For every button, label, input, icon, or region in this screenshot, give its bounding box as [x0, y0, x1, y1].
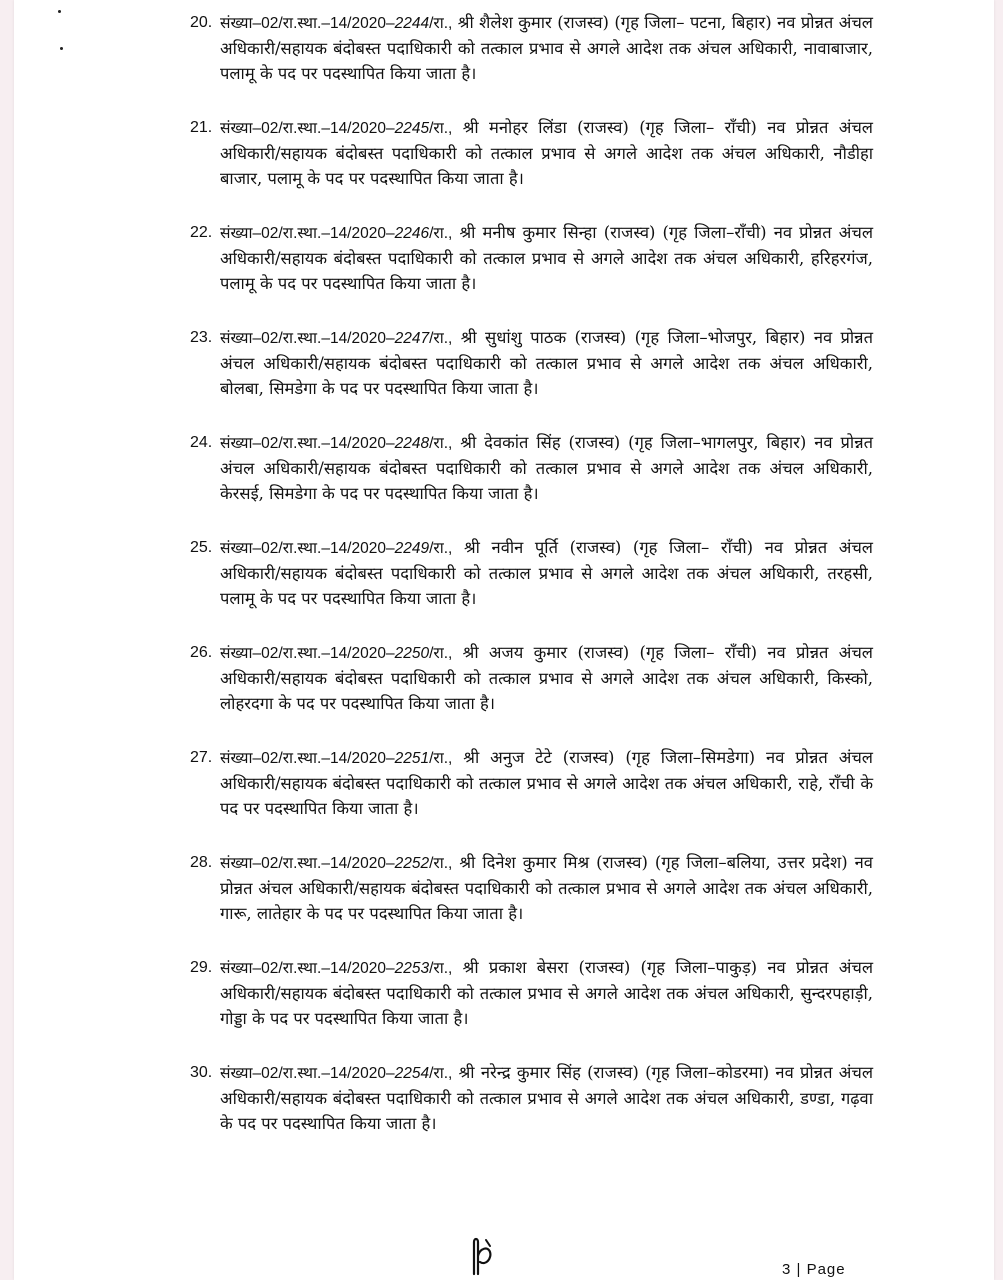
reference-suffix: /रा.,	[429, 120, 453, 137]
reference-prefix: संख्या–02/रा.स्था.–14/2020–	[220, 225, 395, 242]
scan-speck	[58, 10, 61, 13]
reference-number	[220, 1065, 452, 1082]
reference-suffix: /रा.,	[429, 855, 453, 872]
order-number: 2246	[394, 225, 430, 242]
entry-number: 28.	[190, 854, 213, 871]
order-entry	[168, 955, 873, 1031]
reference-prefix: संख्या–02/रा.स्था.–14/2020–	[220, 15, 395, 32]
order-number: 2252	[394, 855, 430, 872]
entry-text: श्री मनोहर लिंडा (राजस्व) (गृह जिला– राँची) नव प्रोन्नत अंचल अधिकारी/सहायक बंदोबस्त पदाधिकारी को तत्काल प्रभाव से अगले आदेश तक अंचल अधिकारी, नौडीहा बाजार, पलामू के पद पर पदस्थापित किया जाता है।	[220, 118, 873, 188]
entry-text: श्री अनुज टेटे (राजस्व) (गृह जिला–सिमडेगा) नव प्रोन्नत अंचल अधिकारी/सहायक बंदोबस्त पदाधिकारी को तत्काल प्रभाव से अगले आदेश तक अंचल अधिकारी, राहे, राँची के पद पर पदस्थापित किया जाता है।	[220, 748, 873, 818]
order-entries-list	[168, 10, 873, 1165]
reference-prefix: संख्या–02/रा.स्था.–14/2020–	[220, 435, 395, 452]
entry-text: श्री नरेन्द्र कुमार सिंह (राजस्व) (गृह जिला–कोडरमा) नव प्रोन्नत अंचल अधिकारी/सहायक बंदोबस्त पदाधिकारी को तत्काल प्रभाव से अगले आदेश तक अंचल अधिकारी, डण्डा, गढ़वा के पद पर पदस्थापित किया जाता है।	[220, 1063, 874, 1133]
reference-prefix: संख्या–02/रा.स्था.–14/2020–	[220, 120, 395, 137]
reference-number	[220, 435, 452, 452]
entry-text: श्री शैलेश कुमार (राजस्व) (गृह जिला– पटना, बिहार) नव प्रोन्नत अंचल अधिकारी/सहायक बंदोबस्त पदाधिकारी को तत्काल प्रभाव से अगले आदेश तक अंचल अधिकारी, नावाबाजार, पलामू के पद पर पदस्थापित किया जाता है।	[220, 13, 873, 83]
entry-text: श्री प्रकाश बेसरा (राजस्व) (गृह जिला–पाकुड़) नव प्रोन्नत अंचल अधिकारी/सहायक बंदोबस्त पदाधिकारी को तत्काल प्रभाव से अगले आदेश तक अंचल अधिकारी, सुन्दरपहाड़ी, गोड्डा के पद पर पदस्थापित किया जाता है।	[220, 958, 874, 1028]
order-entry	[168, 115, 873, 191]
order-number: 2251	[394, 750, 430, 767]
reference-number	[220, 225, 452, 242]
reference-prefix: संख्या–02/रा.स्था.–14/2020–	[220, 750, 395, 767]
entry-number: 30.	[190, 1064, 213, 1081]
reference-number	[220, 15, 452, 32]
reference-prefix: संख्या–02/रा.स्था.–14/2020–	[220, 330, 395, 347]
reference-suffix: /रा.,	[429, 645, 453, 662]
reference-suffix: /रा.,	[429, 15, 453, 32]
reference-suffix: /रा.,	[429, 435, 453, 452]
reference-suffix: /रा.,	[429, 960, 453, 977]
entry-number: 25.	[190, 539, 213, 556]
entry-number: 21.	[190, 119, 213, 136]
order-entry	[168, 850, 873, 926]
entry-number: 29.	[190, 959, 213, 976]
order-number: 2254	[394, 1065, 430, 1082]
reference-prefix: संख्या–02/रा.स्था.–14/2020–	[220, 540, 395, 557]
order-entry	[168, 220, 873, 296]
initial-signature	[468, 1236, 496, 1276]
reference-number	[220, 330, 452, 347]
reference-number	[220, 750, 452, 767]
order-entry	[168, 325, 873, 401]
entry-text: श्री देवकांत सिंह (राजस्व) (गृह जिला–भागलपुर, बिहार) नव प्रोन्नत अंचल अधिकारी/सहायक बंदोबस्त पदाधिकारी को तत्काल प्रभाव से अगले आदेश तक अंचल अधिकारी, केरसई, सिमडेगा के पद पर पदस्थापित किया जाता है।	[220, 433, 873, 503]
reference-suffix: /रा.,	[429, 750, 453, 767]
order-number: 2250	[394, 645, 430, 662]
entry-number: 24.	[190, 434, 213, 451]
reference-number	[220, 855, 452, 872]
order-entry	[168, 745, 873, 821]
order-number: 2249	[394, 540, 430, 557]
reference-number	[220, 540, 452, 557]
order-number: 2244	[394, 15, 430, 32]
scan-speck	[60, 47, 63, 50]
reference-suffix: /रा.,	[429, 225, 453, 242]
entry-number: 20.	[190, 14, 213, 31]
entry-text: श्री सुधांशु पाठक (राजस्व) (गृह जिला–भोजपुर, बिहार) नव प्रोन्नत अंचल अधिकारी/सहायक बंदोबस्त पदाधिकारी को तत्काल प्रभाव से अगले आदेश तक अंचल अधिकारी, बोलबा, सिमडेगा के पद पर पदस्थापित किया जाता है।	[220, 328, 873, 398]
order-number: 2248	[394, 435, 430, 452]
entry-number: 23.	[190, 329, 213, 346]
reference-prefix: संख्या–02/रा.स्था.–14/2020–	[220, 1065, 395, 1082]
reference-number	[220, 960, 452, 977]
entry-text: श्री अजय कुमार (राजस्व) (गृह जिला– राँची) नव प्रोन्नत अंचल अधिकारी/सहायक बंदोबस्त पदाधिकारी को तत्काल प्रभाव से अगले आदेश तक अंचल अधिकारी, किस्को, लोहरदगा के पद पर पदस्थापित किया जाता है।	[220, 643, 873, 713]
entry-text: श्री मनीष कुमार सिन्हा (राजस्व) (गृह जिला–राँची) नव प्रोन्नत अंचल अधिकारी/सहायक बंदोबस्त पदाधिकारी को तत्काल प्रभाव से अगले आदेश तक अंचल अधिकारी, हरिहरगंज, पलामू के पद पर पदस्थापित किया जाता है।	[220, 223, 874, 293]
reference-prefix: संख्या–02/रा.स्था.–14/2020–	[220, 855, 395, 872]
order-number: 2247	[394, 330, 430, 347]
reference-suffix: /रा.,	[429, 540, 453, 557]
reference-prefix: संख्या–02/रा.स्था.–14/2020–	[220, 645, 395, 662]
order-entry	[168, 535, 873, 611]
entry-number: 27.	[190, 749, 213, 766]
entry-number: 26.	[190, 644, 213, 661]
order-number: 2245	[394, 120, 430, 137]
page-number: 3 | Page	[782, 1261, 846, 1278]
order-entry	[168, 640, 873, 716]
entry-number: 22.	[190, 224, 213, 241]
entry-text: श्री नवीन पूर्ति (राजस्व) (गृह जिला– राँची) नव प्रोन्नत अंचल अधिकारी/सहायक बंदोबस्त पदाधिकारी को तत्काल प्रभाव से अगले आदेश तक अंचल अधिकारी, तरहसी, पलामू के पद पर पदस्थापित किया जाता है।	[220, 538, 873, 608]
reference-number	[220, 120, 452, 137]
order-entry	[168, 1060, 873, 1136]
entry-text: श्री दिनेश कुमार मिश्र (राजस्व) (गृह जिला–बलिया, उत्तर प्रदेश) नव प्रोन्नत अंचल अधिकारी/सहायक बंदोबस्त पदाधिकारी को तत्काल प्रभाव से अगले आदेश तक अंचल अधिकारी, गारू, लातेहार के पद पर पदस्थापित किया जाता है।	[220, 853, 873, 923]
reference-number	[220, 645, 452, 662]
reference-suffix: /रा.,	[429, 330, 453, 347]
reference-suffix: /रा.,	[429, 1065, 453, 1082]
order-entry	[168, 430, 873, 506]
order-number: 2253	[394, 960, 430, 977]
order-entry	[168, 10, 873, 86]
reference-prefix: संख्या–02/रा.स्था.–14/2020–	[220, 960, 395, 977]
